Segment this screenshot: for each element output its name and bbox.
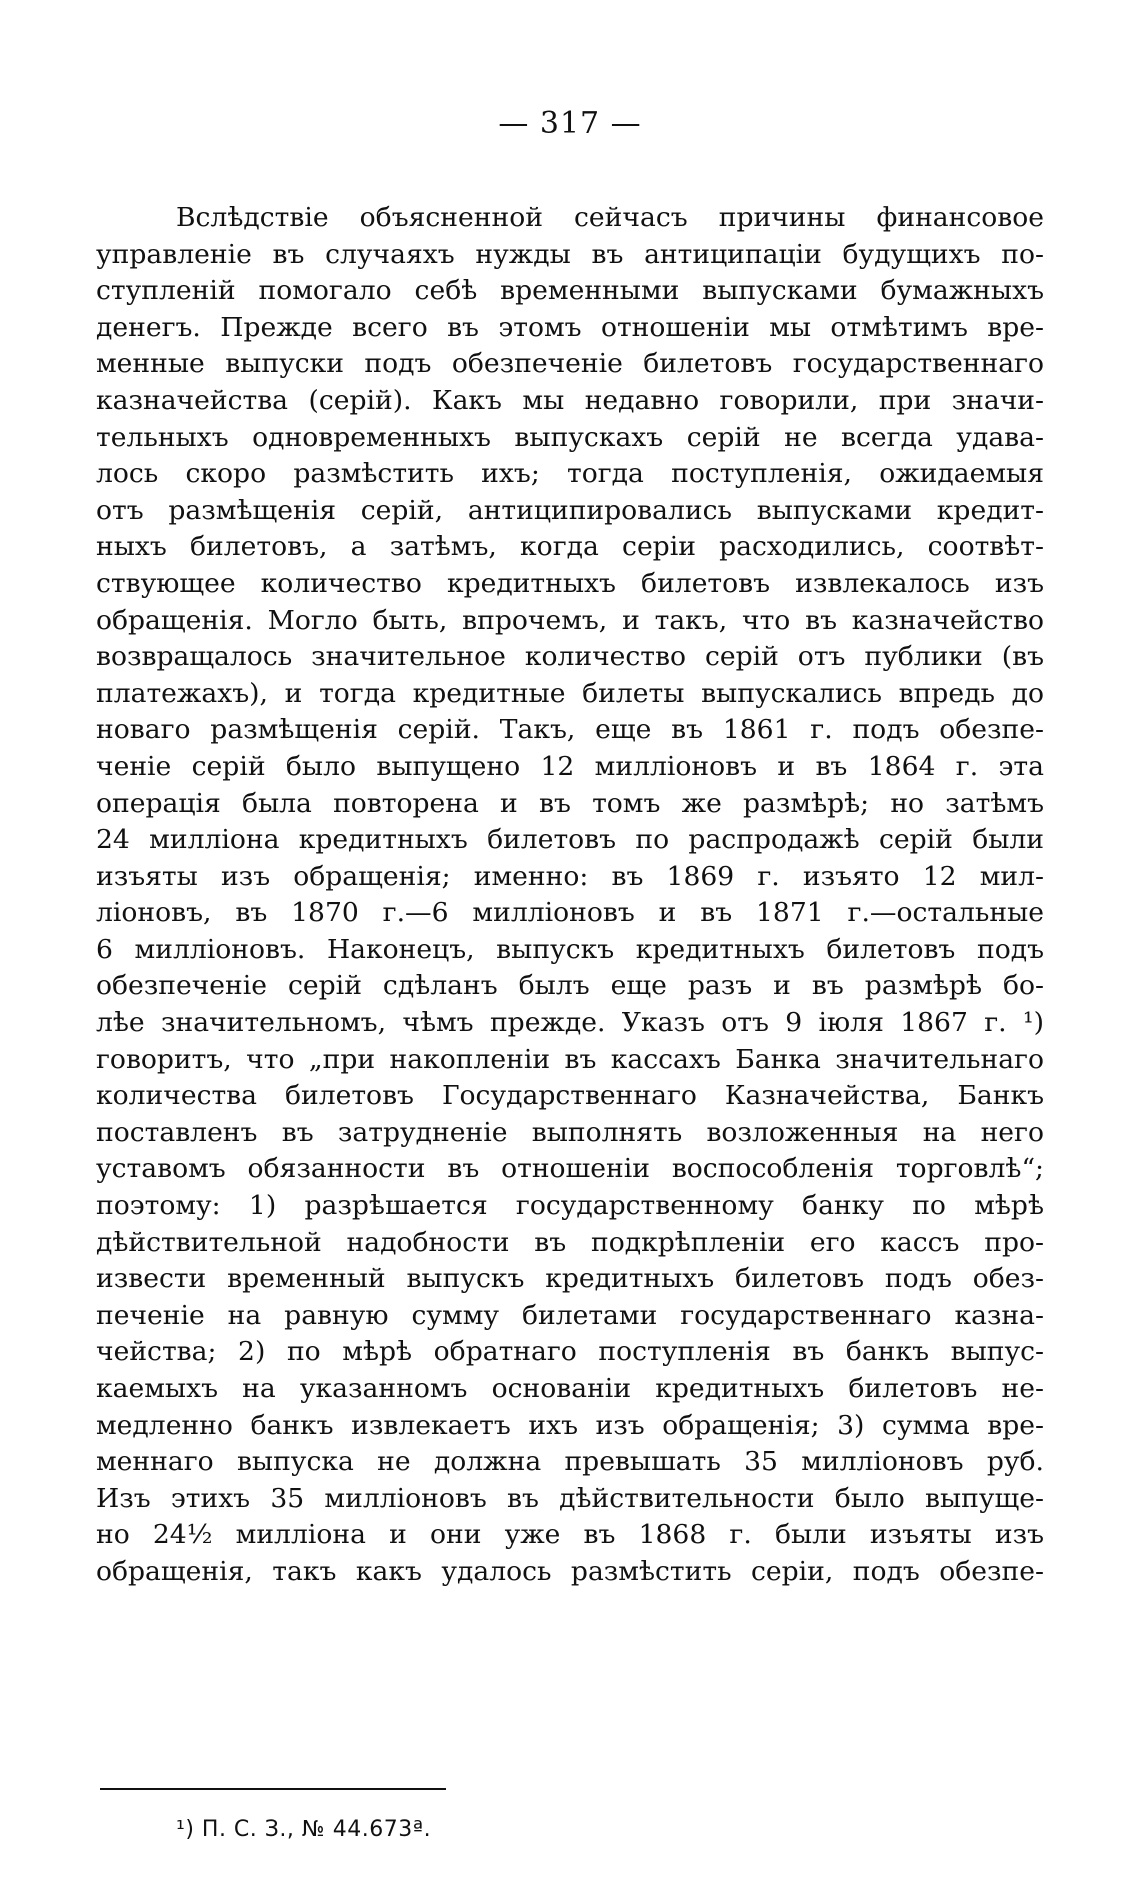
- text-line: 24 милліона кредитныхъ билетовъ по распродажѣ серій были: [96, 824, 1044, 856]
- text-line: лѣе значительномъ, чѣмъ прежде. Указъ отъ 9 іюля 1867 г. ¹): [96, 1007, 1044, 1039]
- text-line: ступленій помогало себѣ временными выпусками бумажныхъ: [96, 275, 1044, 307]
- text-line: управленіе въ случаяхъ нужды въ антиципаціи будущихъ по-: [96, 238, 1044, 270]
- text-line: менные выпуски подъ обезпеченіе билетовъ государственнаго: [96, 348, 1044, 380]
- text-line: чейства; 2) по мѣрѣ обратнаго поступленія въ банкъ выпус-: [96, 1336, 1044, 1368]
- text-line: говоритъ, что „при накопленіи въ кассахъ Банка значительнаго: [96, 1043, 1044, 1075]
- page-number: — 317 —: [498, 106, 642, 141]
- text-line: извести временный выпускъ кредитныхъ билетовъ подъ обез-: [96, 1263, 1044, 1295]
- text-line: поэтому: 1) разрѣшается государственному банку по мѣрѣ: [96, 1190, 1044, 1222]
- text-line: ліоновъ, въ 1870 г.—6 милліоновъ и въ 1871 г.—остальные: [96, 897, 1044, 929]
- text-line: операція была повторена и въ томъ же размѣрѣ; но затѣмъ: [96, 787, 1044, 819]
- text-line: возвращалось значительное количество серій отъ публики (въ: [96, 641, 1044, 673]
- text-line: Вслѣдствіе объясненной сейчасъ причины финансовое: [176, 202, 1044, 233]
- text-line: ныхъ билетовъ, а затѣмъ, когда серіи расходились, соотвѣт-: [96, 531, 1044, 563]
- text-line: уставомъ обязанности въ отношеніи воспособленія торговлѣ“;: [96, 1153, 1044, 1185]
- text-line: обращенія, такъ какъ удалось размѣстить серіи, подъ обезпе-: [96, 1555, 1044, 1587]
- text-line: медленно банкъ извлекаетъ ихъ изъ обращенія; 3) сумма вре-: [96, 1409, 1044, 1441]
- text-line: обезпеченіе серій сдѣланъ былъ еще разъ и въ размѣрѣ бо-: [96, 970, 1044, 1002]
- text-line: количества билетовъ Государственнаго Казначейства, Банкъ: [96, 1080, 1044, 1112]
- text-line: новаго размѣщенія серій. Такъ, еще въ 1861 г. подъ обезпе-: [96, 714, 1044, 746]
- text-line: тельныхъ одновременныхъ выпускахъ серій не всегда удава-: [96, 421, 1044, 453]
- footnote-divider: [100, 1788, 446, 1790]
- text-line: ствующее количество кредитныхъ билетовъ извлекалось изъ: [96, 567, 1044, 599]
- text-line: Изъ этихъ 35 милліоновъ въ дѣйствительности было выпуще-: [96, 1482, 1044, 1514]
- text-line: казначейства (серій). Какъ мы недавно говорили, при значи-: [96, 384, 1044, 416]
- text-line: ченіе серій было выпущено 12 милліоновъ и въ 1864 г. эта: [96, 750, 1044, 782]
- text-line: 6 милліоновъ. Наконецъ, выпускъ кредитныхъ билетовъ подъ: [96, 933, 1044, 965]
- text-line: обращенія. Могло быть, впрочемъ, и такъ, что въ казначейство: [96, 604, 1044, 636]
- body-paragraph: [96, 200, 1044, 1591]
- text-line: денегъ. Прежде всего въ этомъ отношеніи мы отмѣтимъ вре-: [96, 311, 1044, 343]
- footnote: ¹) П. С. З., № 44.673ª.: [176, 1817, 432, 1842]
- text-line: печеніе на равную сумму билетами государственнаго казна-: [96, 1299, 1044, 1331]
- text-line: дѣйствительной надобности въ подкрѣпленіи его кассъ про-: [96, 1226, 1044, 1258]
- text-line: платежахъ), и тогда кредитные билеты выпускались впредь до: [96, 677, 1044, 709]
- text-line: каемыхъ на указанномъ основаніи кредитныхъ билетовъ не-: [96, 1373, 1044, 1404]
- text-line: изъяты изъ обращенія; именно: въ 1869 г. изъято 12 мил-: [96, 860, 1044, 892]
- text-line: но 24½ милліона и они уже въ 1868 г. были изъяты изъ: [96, 1519, 1044, 1551]
- text-line: поставленъ въ затрудненіе выполнять возложенныя на него: [96, 1116, 1044, 1148]
- text-line: меннаго выпуска не должна превышать 35 милліоновъ руб.: [96, 1446, 1044, 1478]
- text-line: отъ размѣщенія серій, антиципировались выпусками кредит-: [96, 494, 1044, 526]
- text-line: лось скоро размѣстить ихъ; тогда поступленія, ожидаемыя: [96, 458, 1044, 490]
